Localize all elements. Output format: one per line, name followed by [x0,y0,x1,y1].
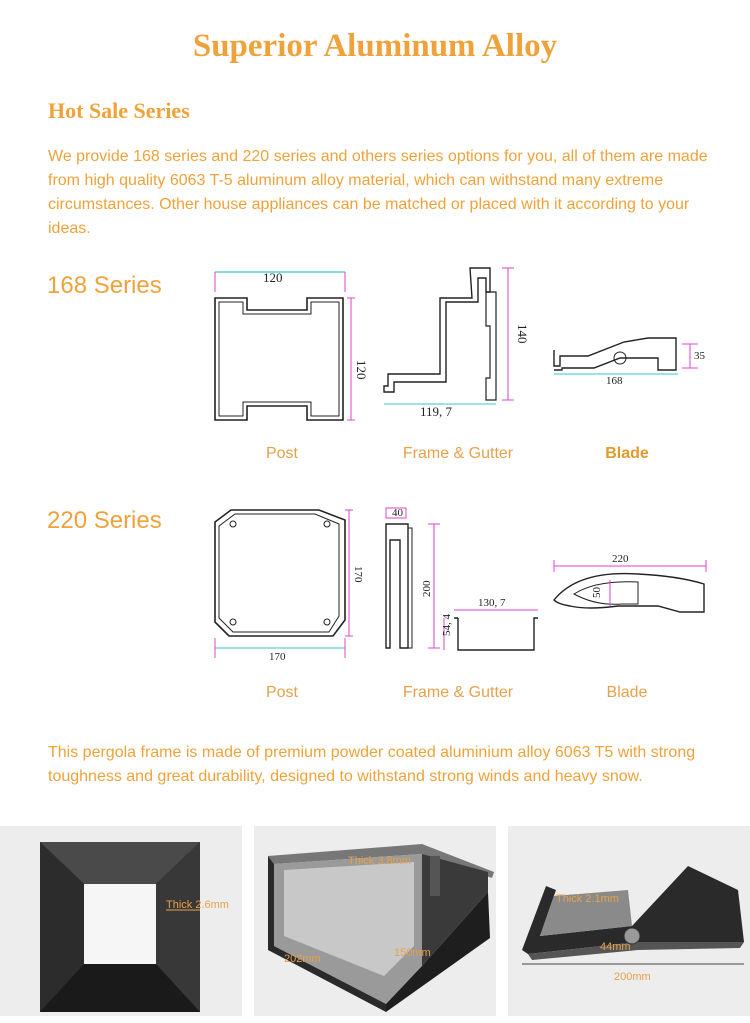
blade-168-width: 168 [606,375,623,387]
frame-220-drawing [378,500,548,665]
frame-168-width: 119, 7 [420,404,453,419]
blade-168-drawing [548,330,718,400]
series-220-label: 220 Series [47,507,162,534]
post-photo [0,826,242,1016]
blade-220-drawing [548,548,718,623]
description-paragraph: This pergola frame is made of premium powder coated aluminium alloy 6063 T5 with strong toughness and great durability, designed to withstand strong winds and heavy snow. [48,744,696,785]
post-220-caption: Post [265,684,298,701]
frame-168-caption: Frame & Gutter [402,445,514,462]
page-title: Superior Aluminum Alloy [192,28,558,64]
frame-168-height: 140 [515,324,530,344]
gutter-photo-length: 202mm [284,953,321,965]
blade-220-width: 220 [612,553,629,565]
frame-220-gutter-width: 130, 7 [478,597,506,609]
frame-220-height: 200 [421,580,433,597]
post-168-width: 120 [263,270,283,285]
frame-220-gutter-height: 54, 4 [441,614,453,636]
blade-220-caption: Blade [606,684,648,701]
intro-paragraph: We provide 168 series and 220 series and others series options for you, all of them are made from high quality 6063 T-5 aluminum alloy material, which can withstand many extreme circumstances. Other house appliances can be matched or placed with it according to your ideas. [48,148,708,237]
frame-220-top: 40 [392,507,403,519]
series-168-label: 168 Series [47,272,162,299]
blade-photo [508,826,750,1016]
post-photo-thick: Thick 2.6mm [166,899,229,911]
frame-220-caption: Frame & Gutter [402,684,514,701]
post-220-drawing [205,500,370,670]
section-subtitle: Hot Sale Series [48,98,190,123]
gutter-photo-height: 150mm [394,947,431,959]
blade-168-height: 35 [694,350,705,362]
blade-220-height: 50 [591,587,603,598]
gutter-photo [254,826,496,1016]
gutter-photo-thick: Thick 3.8mm [348,855,411,867]
blade-photo-width: 200mm [614,971,651,983]
blade-168-caption: Blade [605,445,649,462]
post-168-height: 120 [354,360,369,380]
blade-photo-inner: 44mm [600,941,631,953]
frame-168-drawing [378,262,538,432]
post-168-drawing [205,262,369,432]
post-168-caption: Post [265,445,298,462]
blade-photo-thick: Thick 2.1mm [556,893,619,905]
post-220-height: 170 [352,566,364,583]
post-220-width: 170 [269,651,286,663]
